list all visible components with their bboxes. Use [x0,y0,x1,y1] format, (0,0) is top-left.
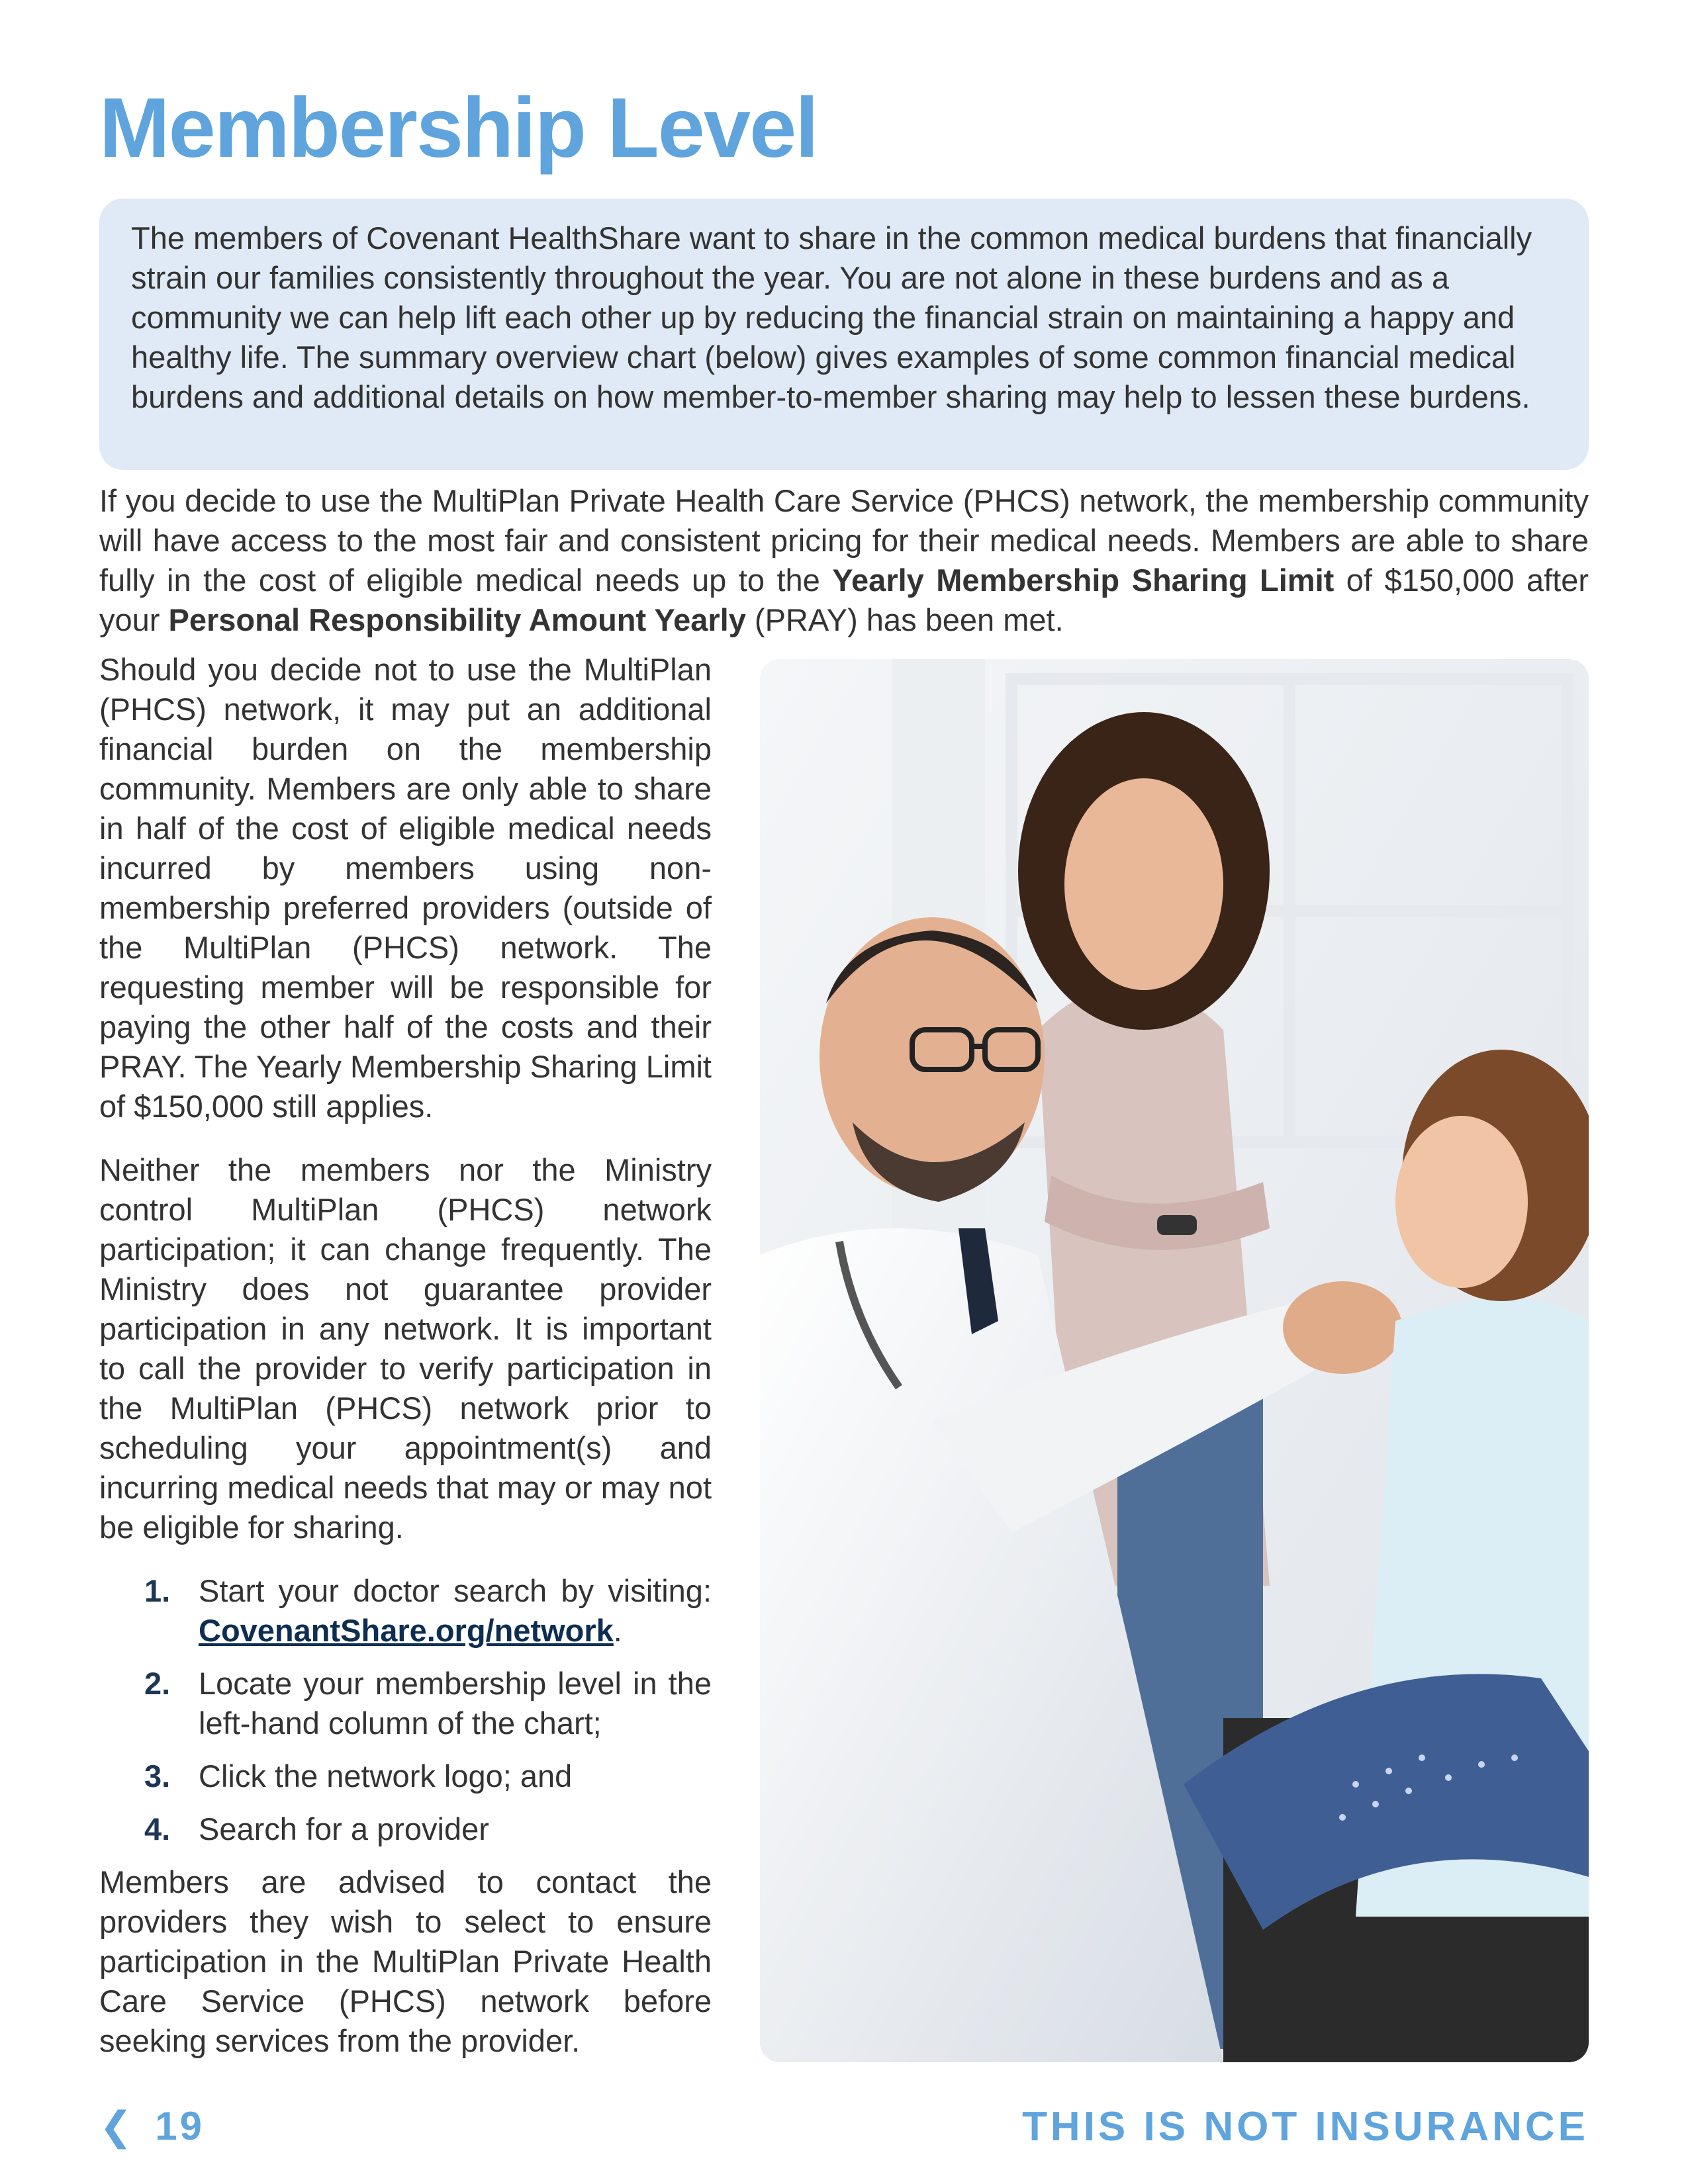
step-number: 2. [144,1666,171,1701]
step-text: Search for a provider [199,1811,489,1846]
page-number [99,2103,205,2150]
step-text: Start your doctor search by visiting: [199,1573,712,1608]
step-punctuation: . [613,1613,622,1648]
chevron-left-icon[interactable]: ❮ [99,2104,136,2148]
network-pricing-paragraph [99,481,1589,640]
disclaimer-tagline: THIS IS NOT INSURANCE [1022,2104,1589,2150]
text-span: (PRAY) has been met. [745,602,1064,637]
step-number: 3. [144,1758,171,1794]
intro-callout [99,199,1589,470]
network-link[interactable]: CovenantShare.org/network [199,1613,614,1648]
step-item [144,1664,712,1743]
left-column [99,650,712,2085]
photo-illustration [760,659,1589,2062]
sharing-limit-term: Yearly Membership Sharing Limit [832,563,1335,598]
page-number-text: 19 [155,2104,205,2148]
step-item [144,1809,712,1849]
pray-term: Personal Responsibility Amount Yearly [168,602,746,637]
step-number: 4. [144,1811,171,1846]
step-item [144,1756,712,1796]
doctor-patient-photo [760,659,1589,2062]
page-title: Membership Level [99,81,818,175]
text-span: If you decide to use the MultiPlan Private Health Care Service (PHCS) network, the membership community will have access to the most fair and consistent pricing for their medical needs. Members are able to share fully in the cost of eligible medical needs up to the [99,483,1589,598]
doctor-search-steps [99,1571,712,1849]
step-item [144,1571,712,1651]
step-text: Locate your membership level in the left-hand column of the chart; [199,1666,712,1741]
advice-paragraph: Members are advised to contact the providers they wish to select to ensure participation in the MultiPlan Private Health Care Service (PHCS) network before seeking services from the provider. [99,1864,712,2058]
participation-paragraph: Neither the members nor the Ministry control MultiPlan (PHCS) network participation; it can change frequently. The Ministry does not guarantee provider participation in any network. It is important to call the provider to verify participation in the MultiPlan (PHCS) network prior to scheduling your appointment(s) and incurring medical needs that may or may not be eligible for sharing. [99,1152,712,1545]
intro-text: The members of Covenant HealthShare want to share in the common medical burdens that financially strain our families consistently throughout the year. You are not alone in these burdens and as a community we can help lift each other up by reducing the financial strain on maintaining a happy and healthy life. The summary overview chart (below) gives examples of some common financial medical burdens and additional details on how member-to-member sharing may help to lessen these burdens. [131,220,1532,414]
step-text: Click the network logo; and [199,1758,573,1794]
text-span: of $150,000 after your [99,563,1589,637]
step-number: 1. [144,1573,171,1608]
out-of-network-paragraph: Should you decide not to use the MultiPlan (PHCS) network, it may put an additional financial burden on the membership community. Members are only able to share in half of the cost of eligible medical needs incurred by members using non-membership preferred providers (outside of the MultiPlan (PHCS) network. The requesting member will be responsible for paying the other half of the costs and their PRAY. The Yearly Membership Sharing Limit of $150,000 still applies. [99,652,712,1124]
